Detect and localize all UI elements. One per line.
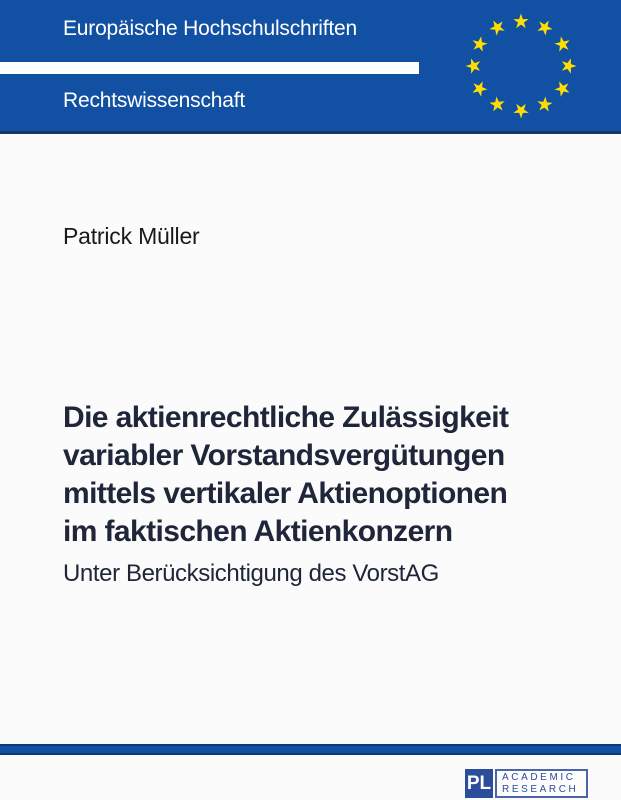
eu-star-icon: ★ bbox=[557, 57, 581, 75]
title-line-2: variabler Vorstandsvergütungen bbox=[63, 439, 505, 472]
publisher-name-line-1: ACADEMIC bbox=[502, 771, 576, 783]
series-title: Europäische Hochschulschriften bbox=[63, 17, 357, 40]
eu-star-icon: ★ bbox=[531, 12, 559, 42]
title-line-3: mittels vertikaler Aktienoptionen bbox=[63, 477, 508, 510]
eu-star-icon: ★ bbox=[483, 90, 511, 120]
publisher-name-box bbox=[495, 769, 588, 798]
eu-star-icon: ★ bbox=[512, 99, 530, 123]
eu-star-icon: ★ bbox=[464, 29, 495, 58]
series-subject: Rechtswissenschaft bbox=[63, 89, 245, 112]
series-divider-rule bbox=[0, 62, 419, 74]
eu-star-icon: ★ bbox=[547, 29, 578, 58]
eu-star-icon: ★ bbox=[547, 74, 578, 103]
eu-star-icon: ★ bbox=[531, 90, 559, 120]
publisher-monogram: PL bbox=[465, 769, 493, 798]
eu-star-icon: ★ bbox=[464, 74, 495, 103]
book-subtitle: Unter Berücksichtigung des VorstAG bbox=[63, 560, 439, 587]
eu-star-icon: ★ bbox=[512, 9, 530, 33]
series-header-band bbox=[0, 0, 621, 134]
publisher-name-line-2: RESEARCH bbox=[502, 783, 579, 795]
publisher-logo bbox=[465, 769, 588, 798]
eu-star-icon: ★ bbox=[461, 57, 485, 75]
book-title bbox=[63, 399, 508, 551]
bottom-accent-bar bbox=[0, 744, 621, 755]
author-name: Patrick Müller bbox=[63, 223, 200, 249]
eu-star-icon: ★ bbox=[483, 12, 511, 42]
title-line-1: Die aktienrechtliche Zulässigkeit bbox=[63, 401, 509, 434]
title-line-4: im faktischen Aktienkonzern bbox=[63, 515, 453, 548]
